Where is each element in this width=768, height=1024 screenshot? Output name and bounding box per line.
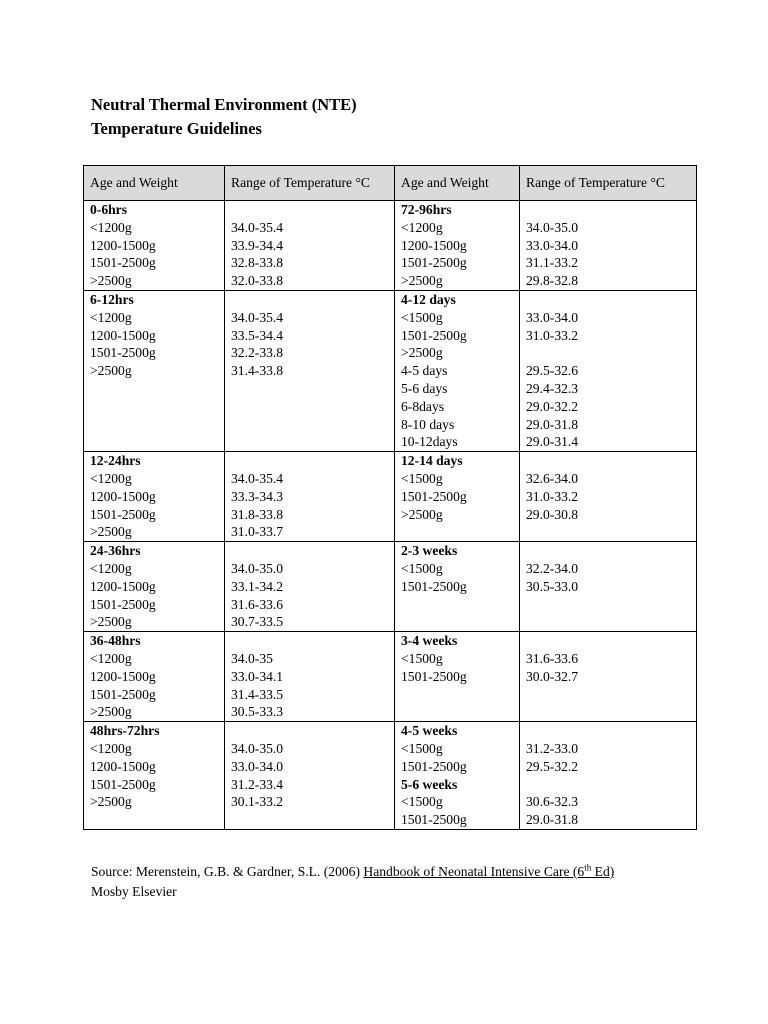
cell-value: <1500g bbox=[401, 309, 443, 325]
cell-value: 31.4-33.8 bbox=[231, 363, 284, 379]
cell-value: 1501-2500g bbox=[90, 776, 156, 792]
cell-value: 29.0-31.8 bbox=[526, 812, 579, 828]
cell-value: 29.0-31.4 bbox=[526, 434, 579, 450]
cell-value: >2500g bbox=[90, 524, 132, 540]
cell-value: 1501-2500g bbox=[401, 758, 467, 774]
cell-value: 1501-2500g bbox=[401, 327, 467, 343]
cell-value: 30.5-33.0 bbox=[526, 578, 579, 594]
cell-value bbox=[526, 452, 690, 470]
age-group-heading: 36-48hrs bbox=[90, 633, 141, 649]
cell-value: 34.0-35.0 bbox=[231, 560, 284, 576]
cell-value: 30.6-32.3 bbox=[526, 794, 579, 810]
cell-value: >2500g bbox=[90, 273, 132, 289]
cell-value: 34.0-35.0 bbox=[526, 219, 579, 235]
cell-value bbox=[231, 542, 388, 560]
cell-right-temp bbox=[520, 201, 697, 291]
cell-value: 34.0-35 bbox=[231, 650, 273, 666]
temperature-guidelines-table bbox=[83, 165, 697, 830]
cell-value: 1501-2500g bbox=[90, 255, 156, 271]
table-row bbox=[84, 290, 697, 451]
cell-left-age bbox=[84, 201, 225, 291]
header-age-weight-right: Age and Weight bbox=[395, 166, 520, 201]
age-group-heading: 3-4 weeks bbox=[401, 633, 458, 649]
cell-left-temp bbox=[225, 542, 395, 632]
cell-value: 34.0-35.4 bbox=[231, 219, 284, 235]
book-title-end: Ed) bbox=[591, 864, 615, 879]
cell-value: 1200-1500g bbox=[401, 237, 467, 253]
cell-value: 1501-2500g bbox=[401, 578, 467, 594]
cell-value: 33.3-34.3 bbox=[231, 488, 284, 504]
cell-right-age bbox=[395, 542, 520, 632]
cell-value: 10-12days bbox=[401, 434, 458, 450]
cell-value: 1501-2500g bbox=[401, 488, 467, 504]
cell-value bbox=[231, 291, 388, 309]
table-row bbox=[84, 201, 697, 291]
cell-value: <1200g bbox=[90, 740, 132, 756]
cell-left-age bbox=[84, 452, 225, 542]
title-line-1: Neutral Thermal Environment (NTE) bbox=[91, 95, 357, 114]
cell-value: 1501-2500g bbox=[90, 686, 156, 702]
age-group-heading: 6-12hrs bbox=[90, 291, 134, 307]
cell-left-age bbox=[84, 542, 225, 632]
cell-value: 32.6-34.0 bbox=[526, 470, 579, 486]
cell-value: 1501-2500g bbox=[401, 812, 467, 828]
cell-value: <1500g bbox=[401, 740, 443, 756]
cell-value: 34.0-35.0 bbox=[231, 740, 284, 756]
cell-right-temp bbox=[520, 290, 697, 451]
cell-value: >2500g bbox=[90, 363, 132, 379]
cell-value: <1500g bbox=[401, 794, 443, 810]
cell-value: <1200g bbox=[90, 650, 132, 666]
table-row bbox=[84, 542, 697, 632]
cell-value: 31.0-33.7 bbox=[231, 524, 284, 540]
cell-left-temp bbox=[225, 290, 395, 451]
age-group-heading: 72-96hrs bbox=[401, 202, 452, 217]
cell-value: >2500g bbox=[401, 506, 443, 522]
source-citation bbox=[91, 862, 614, 902]
cell-value: 33.0-34.0 bbox=[526, 237, 579, 253]
book-title bbox=[363, 864, 614, 879]
cell-value: 31.2-33.4 bbox=[231, 776, 284, 792]
cell-value: 1200-1500g bbox=[90, 758, 156, 774]
cell-value: 8-10 days bbox=[401, 416, 455, 432]
age-group-heading: 0-6hrs bbox=[90, 202, 128, 217]
table-row bbox=[84, 722, 697, 830]
cell-value: >2500g bbox=[90, 794, 132, 810]
cell-value: 31.1-33.2 bbox=[526, 255, 579, 271]
cell-value bbox=[231, 722, 388, 740]
cell-value: 32.2-34.0 bbox=[526, 560, 579, 576]
cell-value: 32.0-33.8 bbox=[231, 273, 284, 289]
cell-value: <1200g bbox=[90, 309, 132, 325]
cell-value: 29.0-32.2 bbox=[526, 398, 579, 414]
cell-value: 1200-1500g bbox=[90, 578, 156, 594]
cell-value: 5-6 days bbox=[401, 380, 448, 396]
cell-value: 30.5-33.3 bbox=[231, 704, 284, 720]
cell-left-temp bbox=[225, 452, 395, 542]
cell-right-age bbox=[395, 201, 520, 291]
cell-left-temp bbox=[225, 632, 395, 722]
citation-prefix: Source: Merenstein, G.B. & Gardner, S.L. (2006) bbox=[91, 864, 364, 879]
cell-value: 1501-2500g bbox=[90, 596, 156, 612]
cell-value: 31.0-33.2 bbox=[526, 488, 579, 504]
header-temp-range-right: Range of Temperature °C bbox=[520, 166, 697, 201]
cell-value: <1200g bbox=[90, 219, 132, 235]
cell-value bbox=[526, 776, 690, 794]
age-group-heading: 2-3 weeks bbox=[401, 543, 458, 559]
cell-value: 33.0-34.1 bbox=[231, 668, 284, 684]
cell-value: 29.0-30.8 bbox=[526, 506, 579, 522]
age-group-heading: 12-24hrs bbox=[90, 453, 141, 469]
table-header-row bbox=[84, 166, 697, 201]
cell-right-age bbox=[395, 632, 520, 722]
cell-value bbox=[526, 344, 690, 362]
age-group-heading: 48hrs-72hrs bbox=[90, 723, 160, 739]
cell-value: 32.2-33.8 bbox=[231, 345, 284, 361]
cell-value: 29.0-31.8 bbox=[526, 416, 579, 432]
cell-value: 1501-2500g bbox=[90, 345, 156, 361]
cell-left-age bbox=[84, 632, 225, 722]
title-line-2: Temperature Guidelines bbox=[91, 119, 262, 138]
cell-value: 33.1-34.2 bbox=[231, 578, 284, 594]
cell-value bbox=[231, 452, 388, 470]
book-title-text: Handbook of Neonatal Intensive Care (6 bbox=[363, 864, 585, 879]
cell-value: 30.0-32.7 bbox=[526, 668, 579, 684]
cell-value: 1200-1500g bbox=[90, 668, 156, 684]
cell-value: 33.5-34.4 bbox=[231, 327, 284, 343]
age-group-heading: 4-12 days bbox=[401, 291, 456, 307]
cell-value: >2500g bbox=[90, 614, 132, 630]
edition-superscript: th bbox=[584, 862, 592, 873]
cell-value: 1200-1500g bbox=[90, 327, 156, 343]
cell-right-temp bbox=[520, 542, 697, 632]
cell-value: 30.1-33.2 bbox=[231, 794, 284, 810]
cell-value: 6-8days bbox=[401, 398, 445, 414]
cell-right-temp bbox=[520, 722, 697, 830]
table-row bbox=[84, 452, 697, 542]
cell-value: 30.7-33.5 bbox=[231, 614, 284, 630]
cell-right-age bbox=[395, 452, 520, 542]
cell-value: 31.0-33.2 bbox=[526, 327, 579, 343]
document-title bbox=[91, 93, 357, 141]
cell-value bbox=[526, 542, 690, 560]
cell-value: 29.8-32.8 bbox=[526, 273, 579, 289]
cell-value: <1200g bbox=[401, 219, 443, 235]
cell-value: <1500g bbox=[401, 560, 443, 576]
cell-value bbox=[231, 632, 388, 650]
cell-left-temp bbox=[225, 201, 395, 291]
cell-left-temp bbox=[225, 722, 395, 830]
cell-right-age bbox=[395, 722, 520, 830]
age-group-heading: 4-5 weeks bbox=[401, 723, 458, 739]
cell-value bbox=[526, 201, 690, 219]
cell-value: 33.0-34.0 bbox=[526, 309, 579, 325]
cell-value: 4-5 days bbox=[401, 363, 448, 379]
cell-value: >2500g bbox=[401, 345, 443, 361]
cell-value: 29.4-32.3 bbox=[526, 380, 579, 396]
age-group-heading: 24-36hrs bbox=[90, 543, 141, 559]
cell-left-age bbox=[84, 722, 225, 830]
cell-value: 34.0-35.4 bbox=[231, 470, 284, 486]
cell-value: <1200g bbox=[90, 560, 132, 576]
cell-value bbox=[526, 291, 690, 309]
header-temp-range-left: Range of Temperature °C bbox=[225, 166, 395, 201]
cell-value: 29.5-32.6 bbox=[526, 363, 579, 379]
cell-value: 29.5-32.2 bbox=[526, 758, 579, 774]
citation-publisher: Mosby Elsevier bbox=[91, 884, 177, 899]
cell-value: 33.0-34.0 bbox=[231, 758, 284, 774]
cell-value: 34.0-35.4 bbox=[231, 309, 284, 325]
cell-value: >2500g bbox=[401, 273, 443, 289]
cell-value: 33.9-34.4 bbox=[231, 237, 284, 253]
cell-value: 32.8-33.8 bbox=[231, 255, 284, 271]
cell-value: <1500g bbox=[401, 470, 443, 486]
cell-value bbox=[231, 201, 388, 219]
citation-line-1 bbox=[91, 862, 614, 882]
cell-value: 31.4-33.5 bbox=[231, 686, 284, 702]
cell-value: <1500g bbox=[401, 650, 443, 666]
table-row bbox=[84, 632, 697, 722]
cell-value: 31.8-33.8 bbox=[231, 506, 284, 522]
cell-value bbox=[526, 722, 690, 740]
cell-value: >2500g bbox=[90, 704, 132, 720]
cell-right-age bbox=[395, 290, 520, 451]
cell-value: 31.2-33.0 bbox=[526, 740, 579, 756]
cell-value: <1200g bbox=[90, 470, 132, 486]
cell-value: 31.6-33.6 bbox=[526, 650, 579, 666]
age-group-heading: 5-6 weeks bbox=[401, 776, 458, 792]
cell-right-temp bbox=[520, 452, 697, 542]
cell-value: 1200-1500g bbox=[90, 488, 156, 504]
cell-value: 1501-2500g bbox=[401, 668, 467, 684]
cell-value: 1501-2500g bbox=[90, 506, 156, 522]
cell-value: 31.6-33.6 bbox=[231, 596, 284, 612]
cell-value bbox=[526, 632, 690, 650]
header-age-weight-left: Age and Weight bbox=[84, 166, 225, 201]
cell-value: 1200-1500g bbox=[90, 237, 156, 253]
cell-left-age bbox=[84, 290, 225, 451]
age-group-heading: 12-14 days bbox=[401, 453, 463, 469]
cell-value: 1501-2500g bbox=[401, 255, 467, 271]
cell-right-temp bbox=[520, 632, 697, 722]
